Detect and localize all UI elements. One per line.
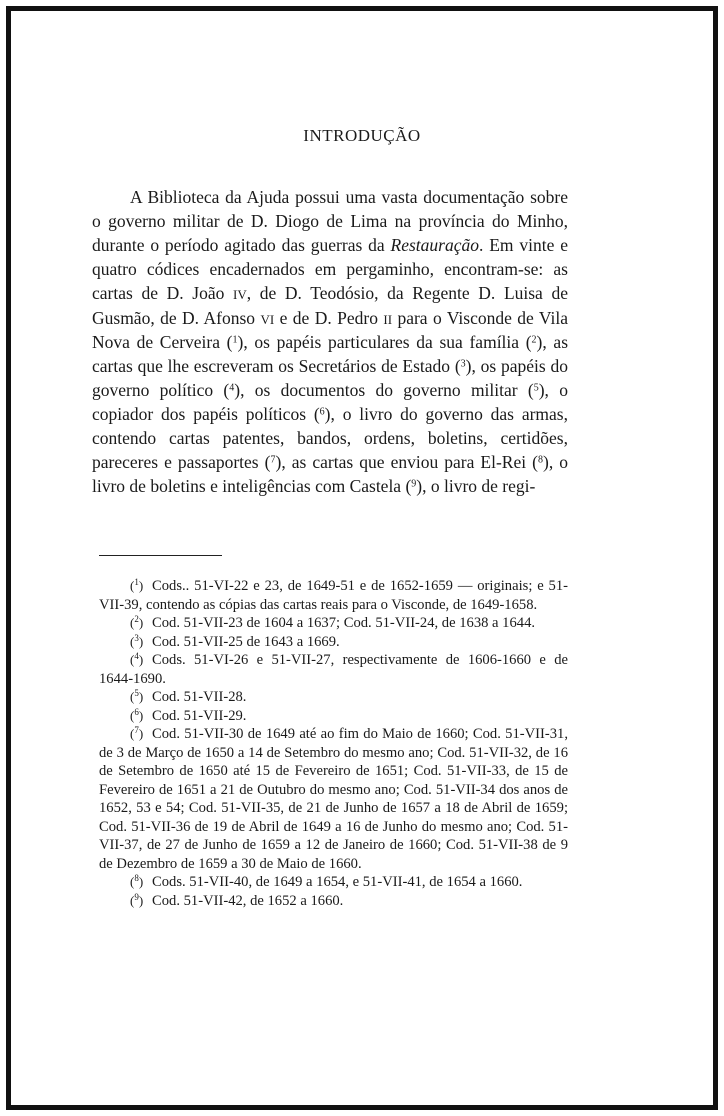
footnote [99, 725, 568, 873]
body-text-segment: . Em vinte e quatro códices encadernados em pergaminho, encontram-se: as cartas de D. João [92, 234, 568, 303]
footnote-ref: 4 [229, 382, 235, 394]
body-text-segment: ), o livro de boletins e inteligências com Castela ( [92, 451, 569, 496]
footnote [99, 651, 568, 688]
footnote-ref: 1 [232, 334, 238, 346]
footnote-text: Cod. 51-VII-30 de 1649 até ao fim do Maio de 1660; Cod. 51-VII-31, de 3 de Março de 1650 a 14 de Setembro do mesmo ano; Cod. 51-VII-32, de 16 de Setembro de 1650 até 15 de Fevereiro de 1651; Cod. 51-VII-33, de 15 de Fevereiro de 1651 a 21 de Outubro do mesmo ano; Cod. 51-VII-34 dos anos de 1652, 53 e 54; Cod. 51-VII-35, de 21 de Junho de 1657 a 18 de Abril de 1659; Cod. 51-VII-36 de 19 de Abril de 1649 a 16 de Junho do mesmo ano; Cod. 51-VII-37, de 27 de Junho de 1659 a 12 de Janeiro de 1660; Cod. 51-VII-38 de 9 de Dezembro de 1659 a 30 de Maio de 1660. [99, 726, 568, 872]
footnote-text: Cods.. 51-VI-22 e 23, de 1649-51 e de 1652-1659 — originais; e 51-VII-39, contendo as cópias das cartas reais para o Visconde, de 1649-1658. [99, 578, 568, 613]
page-frame [6, 6, 718, 1110]
footnote [99, 873, 568, 892]
footnote-number: ($^2$) [130, 614, 144, 630]
body-text-segment: , de D. Teodósio, da Regente D. Luisa de Gusmão, de D. Afonso [92, 282, 568, 328]
footnote-text: Cod. 51-VII-28. [152, 689, 247, 705]
footnote-text: Cod. 51-VII-42, de 1652 a 1660. [152, 892, 344, 909]
footnote [99, 688, 568, 707]
body-text-segment: ), o copiador dos papéis políticos ( [92, 380, 568, 425]
footnote-number: ($^9$) [130, 891, 144, 908]
body-text-segment: ), as cartas que lhe escreveram os Secretários de Estado ( [92, 332, 568, 377]
page-title: INTRODUÇÃO [303, 126, 421, 145]
body-paragraph [92, 186, 568, 499]
body-text-segment: A Biblioteca da Ajuda possui uma vasta documentação sobre o governo militar de D. Diogo de Lima na província do Minho, durante o período agitado das guerras da [92, 187, 568, 255]
footnote-number: ($^3$) [130, 632, 144, 649]
footnote-ref: 3 [460, 358, 466, 370]
footnote [99, 707, 568, 726]
footnotes [99, 577, 568, 910]
footnote [99, 577, 568, 614]
body-text-segment: ), as cartas que enviou para El-Rei ( [275, 451, 538, 472]
regnal-numeral: II [383, 311, 393, 327]
body-text-segment: para o Visconde de Vila Nova de Cerveira ( [92, 307, 568, 353]
footnote-number: ($^5$) [130, 688, 144, 704]
footnote [99, 614, 568, 633]
footnote-number: ($^7$) [130, 725, 144, 741]
body-text-segment: ), o livro de regi- [416, 475, 536, 496]
body-text-segment: ), os documentos do governo militar ( [234, 380, 534, 401]
regnal-numeral: IV [232, 286, 247, 302]
footnote-ref: 8 [538, 454, 543, 466]
footnote-number: ($^6$) [130, 706, 144, 723]
footnote [99, 633, 568, 652]
footnote-ref: 7 [270, 454, 276, 466]
footnote-number: ($^1$) [130, 577, 144, 593]
footnote-number: ($^4$) [130, 651, 144, 667]
regnal-numeral: VI [260, 311, 275, 327]
body-emphasis: Restauração [390, 234, 479, 255]
footnote-ref: 5 [533, 382, 539, 394]
footnote-ref: 2 [531, 334, 537, 346]
footnote [99, 892, 568, 911]
footnote-ref: 6 [319, 406, 325, 418]
footnote-number: ($^8$) [130, 873, 144, 889]
footnote-text: Cod. 51-VII-29. [152, 707, 247, 724]
body-text-segment: ), os papéis do governo político ( [92, 356, 568, 401]
body-text-segment: ), o livro do governo das armas, contendo cartas patentes, bandos, ordens, boletins, certidões, pareceres e passaportes ( [92, 404, 568, 472]
body-text-segment: ), os papéis particulares da sua família ( [237, 332, 532, 353]
footnote-ref: 9 [411, 478, 417, 490]
footnote-text: Cod. 51-VII-25 de 1643 a 1669. [152, 633, 340, 650]
body-text-segment: e de D. Pedro [274, 307, 384, 328]
footnote-text: Cod. 51-VII-23 de 1604 a 1637; Cod. 51-VII-24, de 1638 a 1644. [152, 615, 536, 631]
footnote-text: Cods. 51-VI-26 e 51-VII-27, respectivamente de 1606-1660 e de 1644-1690. [99, 652, 568, 687]
footnote-text: Cods. 51-VII-40, de 1649 a 1654, e 51-VII-41, de 1654 a 1660. [152, 874, 523, 890]
footnote-divider [99, 555, 222, 556]
